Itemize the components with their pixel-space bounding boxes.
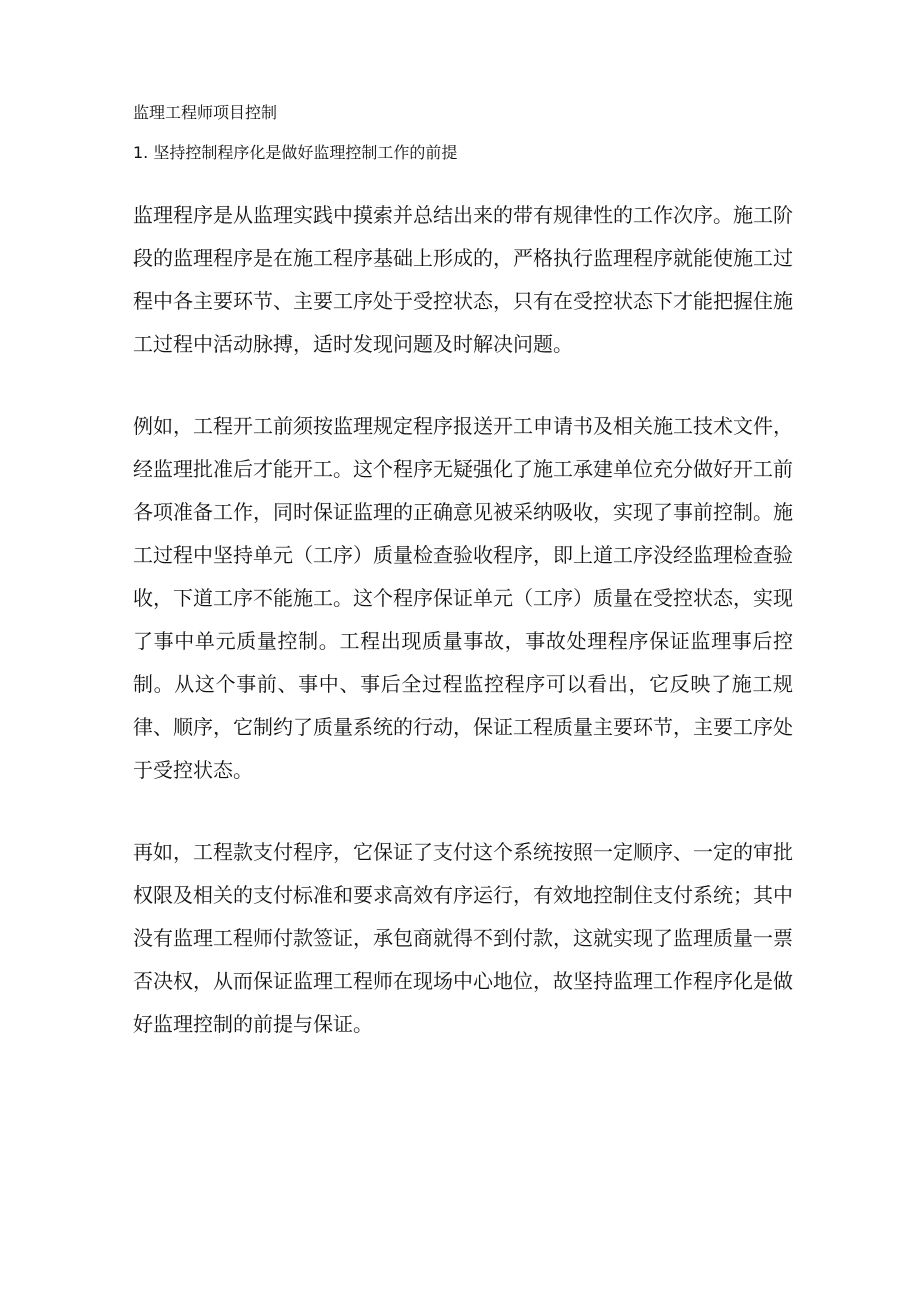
paragraph-3: 再如，工程款支付程序，它保证了支付这个系统按照一定顺序、一定的审批权限及相关的支付标准和要求高效有序运行，有效地控制住支付系统；其中没有监理工程师付款签证，承包商就得不到付款，这就实现了监理质量一票否决权，从而保证监理工程师在现场中心地位，故坚持监理工作程序化是做好监理控制的前提与保证。 — [133, 840, 793, 1036]
paragraph-1: 监理程序是从监理实践中摸索并总结出来的带有规律性的工作次序。施工阶段的监理程序是在施工程序基础上形成的，严格执行监理程序就能使施工过程中各主要环节、主要工序处于受控状态，只有在受控状态下才能把握住施工过程中活动脉搏，适时发现问题及时解决问题。 — [133, 203, 793, 356]
document-title: 监理工程师项目控制 — [133, 103, 278, 122]
paragraph-2: 例如，工程开工前须按监理规定程序报送开工申请书及相关施工技术文件，经监理批准后才能开工。这个程序无疑强化了施工承建单位充分做好开工前各项准备工作，同时保证监理的正确意见被采纳吸收，实现了事前控制。施工过程中坚持单元（工序）质量检查验收程序，即上道工序没经监理检查验收，下道工序不能施工。这个程序保证单元（工序）质量在受控状态，实现了事中单元质量控制。工程出现质量事故，事故处理程序保证监理事后控制。从这个事前、事中、事后全过程监控程序可以看出，它反映了施工规律、顺序，它制约了质量系统的行动，保证工程质量主要环节，主要工序处于受控状态。 — [133, 414, 793, 782]
document-body — [133, 97, 793, 1046]
section-heading: 1. 坚持控制程序化是做好监理控制工作的前提 — [133, 143, 458, 162]
